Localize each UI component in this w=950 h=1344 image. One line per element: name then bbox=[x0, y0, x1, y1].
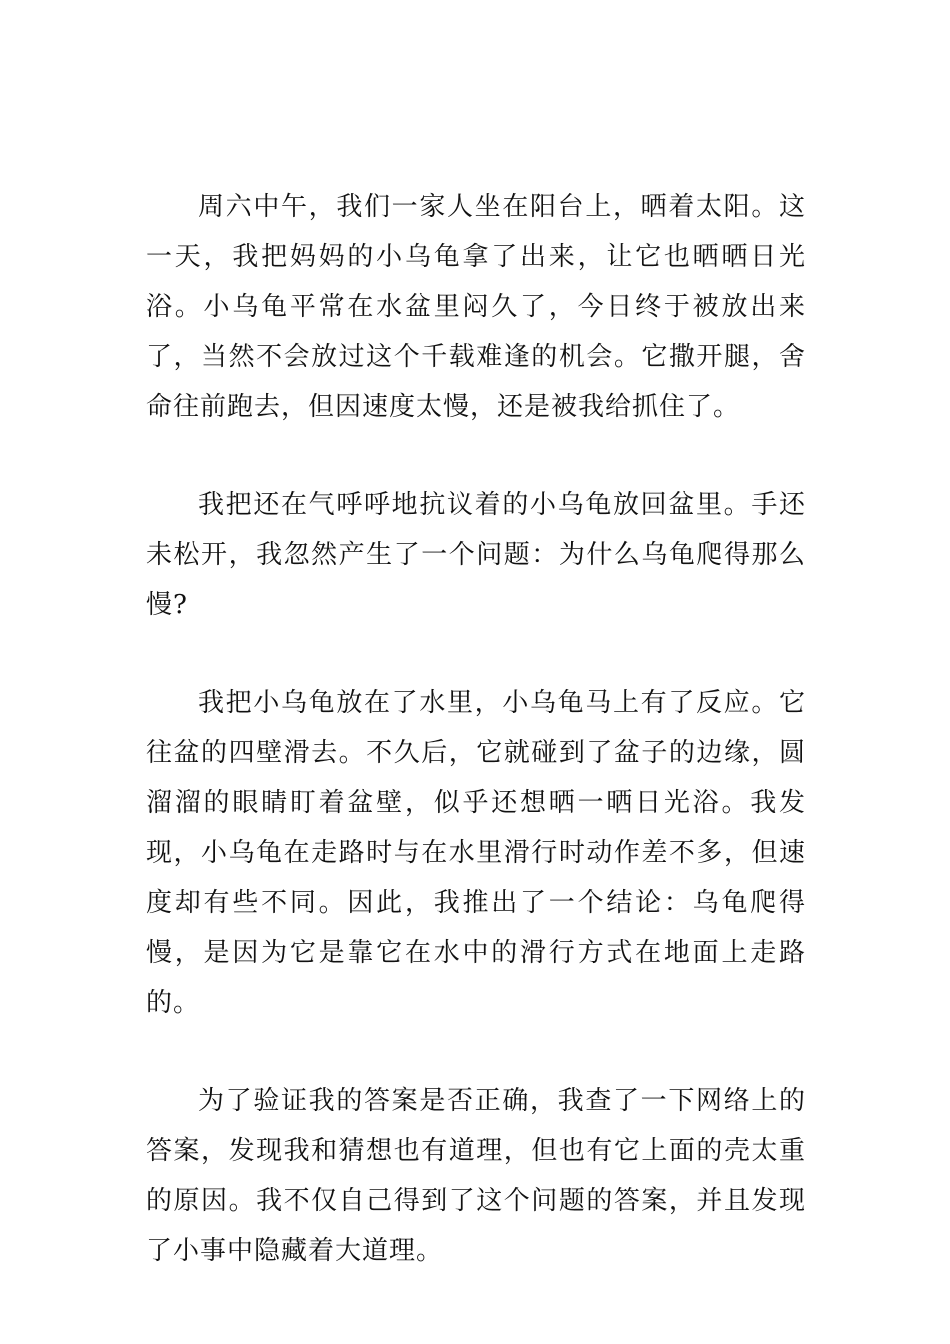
paragraph-2: 我把还在气呼呼地抗议着的小乌龟放回盆里。手还未松开，我忽然产生了一个问题：为什么乌龟爬得那么慢? bbox=[146, 490, 806, 620]
document-body bbox=[146, 182, 806, 1324]
paragraph-3: 我把小乌龟放在了水里，小乌龟马上有了反应。它往盆的四壁滑去。不久后，它就碰到了盆子的边缘，圆溜溜的眼睛盯着盆壁，似乎还想晒一晒日光浴。我发现，小乌龟在走路时与在水里滑行时动作差不多，但速度却有些不同。因此，我推出了一个结论：乌龟爬得慢，是因为它是靠它在水中的滑行方式在地面上走路的。 bbox=[146, 688, 806, 1018]
paragraph-4: 为了验证我的答案是否正确，我查了一下网络上的答案，发现我和猜想也有道理，但也有它上面的壳太重的原因。我不仅自己得到了这个问题的答案，并且发现了小事中隐藏着大道理。 bbox=[146, 1086, 806, 1266]
paragraph-1: 周六中午，我们一家人坐在阳台上，晒着太阳。这一天，我把妈妈的小乌龟拿了出来，让它也晒晒日光浴。小乌龟平常在水盆里闷久了，今日终于被放出来了，当然不会放过这个千载难逢的机会。它撒开腿，舍命往前跑去，但因速度太慢，还是被我给抓住了。 bbox=[146, 192, 806, 422]
